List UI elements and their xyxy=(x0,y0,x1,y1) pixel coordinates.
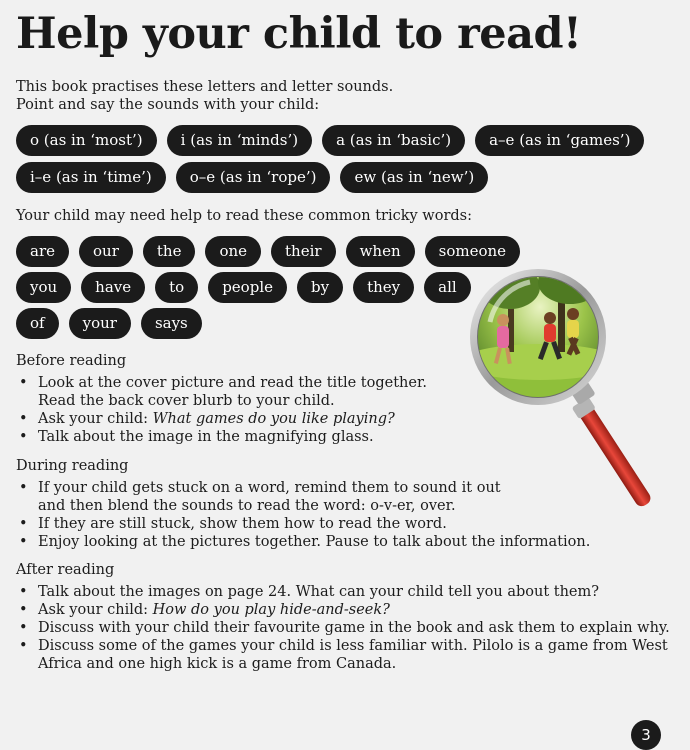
word-pill: are xyxy=(16,236,69,267)
word-pill: one xyxy=(205,236,261,267)
word-pill: to xyxy=(155,272,198,303)
before-reading-list xyxy=(16,374,427,446)
page-number: 3 xyxy=(631,720,661,750)
after-reading-heading: After reading xyxy=(16,562,115,578)
word-pill: all xyxy=(424,272,471,303)
list-item: • Talk about the image in the magnifying glass. xyxy=(16,428,427,446)
intro-line-2: Point and say the sounds with your child: xyxy=(16,97,320,113)
before-reading-heading: Before reading xyxy=(16,353,127,369)
intro-line-1: This book practises these letters and letter sounds. xyxy=(16,79,394,95)
tricky-words-intro: Your child may need help to read these common tricky words: xyxy=(16,208,472,224)
before-b2-question: What games do you like playing? xyxy=(152,411,395,427)
sound-pill: a–e (as in ‘games’) xyxy=(475,125,644,156)
word-pill: of xyxy=(16,308,59,339)
after-b2-prefix: Ask your child: xyxy=(38,602,153,618)
before-b1-line1: • Look at the cover picture and read the title together. xyxy=(38,375,427,391)
during-b1-line1: • If your child gets stuck on a word, remind them to sound it out xyxy=(38,480,501,496)
word-pill: people xyxy=(208,272,287,303)
list-item: • Enjoy looking at the pictures together. Pause to talk about the information. xyxy=(16,533,590,551)
word-pill: you xyxy=(16,272,71,303)
list-item: • Talk about the images on page 24. What can your child tell you about them? xyxy=(16,583,670,601)
word-pill: the xyxy=(143,236,196,267)
list-item xyxy=(16,410,427,428)
page-title: Help your child to read! xyxy=(16,9,582,59)
after-b2-question: How do you play hide-and-seek? xyxy=(152,602,390,618)
sound-pill: i–e (as in ‘time’) xyxy=(16,162,166,193)
after-b4-line2: Africa and one high kick is a game from Canada. xyxy=(38,656,397,672)
tricky-words-row-3 xyxy=(16,308,202,339)
word-pill: they xyxy=(353,272,414,303)
magnifying-glass-icon xyxy=(470,262,670,532)
after-b4-line1: • Discuss some of the games your child is less familiar with. Pilolo is a game from West xyxy=(38,638,668,654)
sound-pill: o (as in ‘most’) xyxy=(16,125,157,156)
list-item xyxy=(16,374,427,410)
list-item: • If they are still stuck, show them how to read the word. xyxy=(16,515,590,533)
word-pill: says xyxy=(141,308,202,339)
during-reading-heading: During reading xyxy=(16,458,129,474)
word-pill: by xyxy=(297,272,343,303)
word-pill: their xyxy=(271,236,336,267)
word-pill: have xyxy=(81,272,145,303)
sound-pills-row-2 xyxy=(16,162,488,193)
list-item xyxy=(16,601,670,619)
before-b1-line2: Read the back cover blurb to your child. xyxy=(38,393,335,409)
word-pill: our xyxy=(79,236,133,267)
list-item xyxy=(16,637,670,673)
tricky-words-row-1 xyxy=(16,236,520,267)
word-pill: someone xyxy=(425,236,520,267)
sound-pill: i (as in ‘minds’) xyxy=(167,125,312,156)
sound-pill: ew (as in ‘new’) xyxy=(340,162,488,193)
after-reading-list xyxy=(16,583,670,673)
tricky-words-row-2 xyxy=(16,272,471,303)
list-item: • Discuss with your child their favourite game in the book and ask them to explain why. xyxy=(16,619,670,637)
during-b1-line2: and then blend the sounds to read the word: o-v-er, over. xyxy=(38,498,456,514)
intro-text xyxy=(16,78,393,114)
sound-pill: a (as in ‘basic’) xyxy=(322,125,465,156)
word-pill: your xyxy=(69,308,131,339)
sound-pills-row-1 xyxy=(16,125,644,156)
sound-pill: o–e (as in ‘rope’) xyxy=(176,162,331,193)
before-b2-prefix: Ask your child: xyxy=(38,411,153,427)
word-pill: when xyxy=(346,236,415,267)
